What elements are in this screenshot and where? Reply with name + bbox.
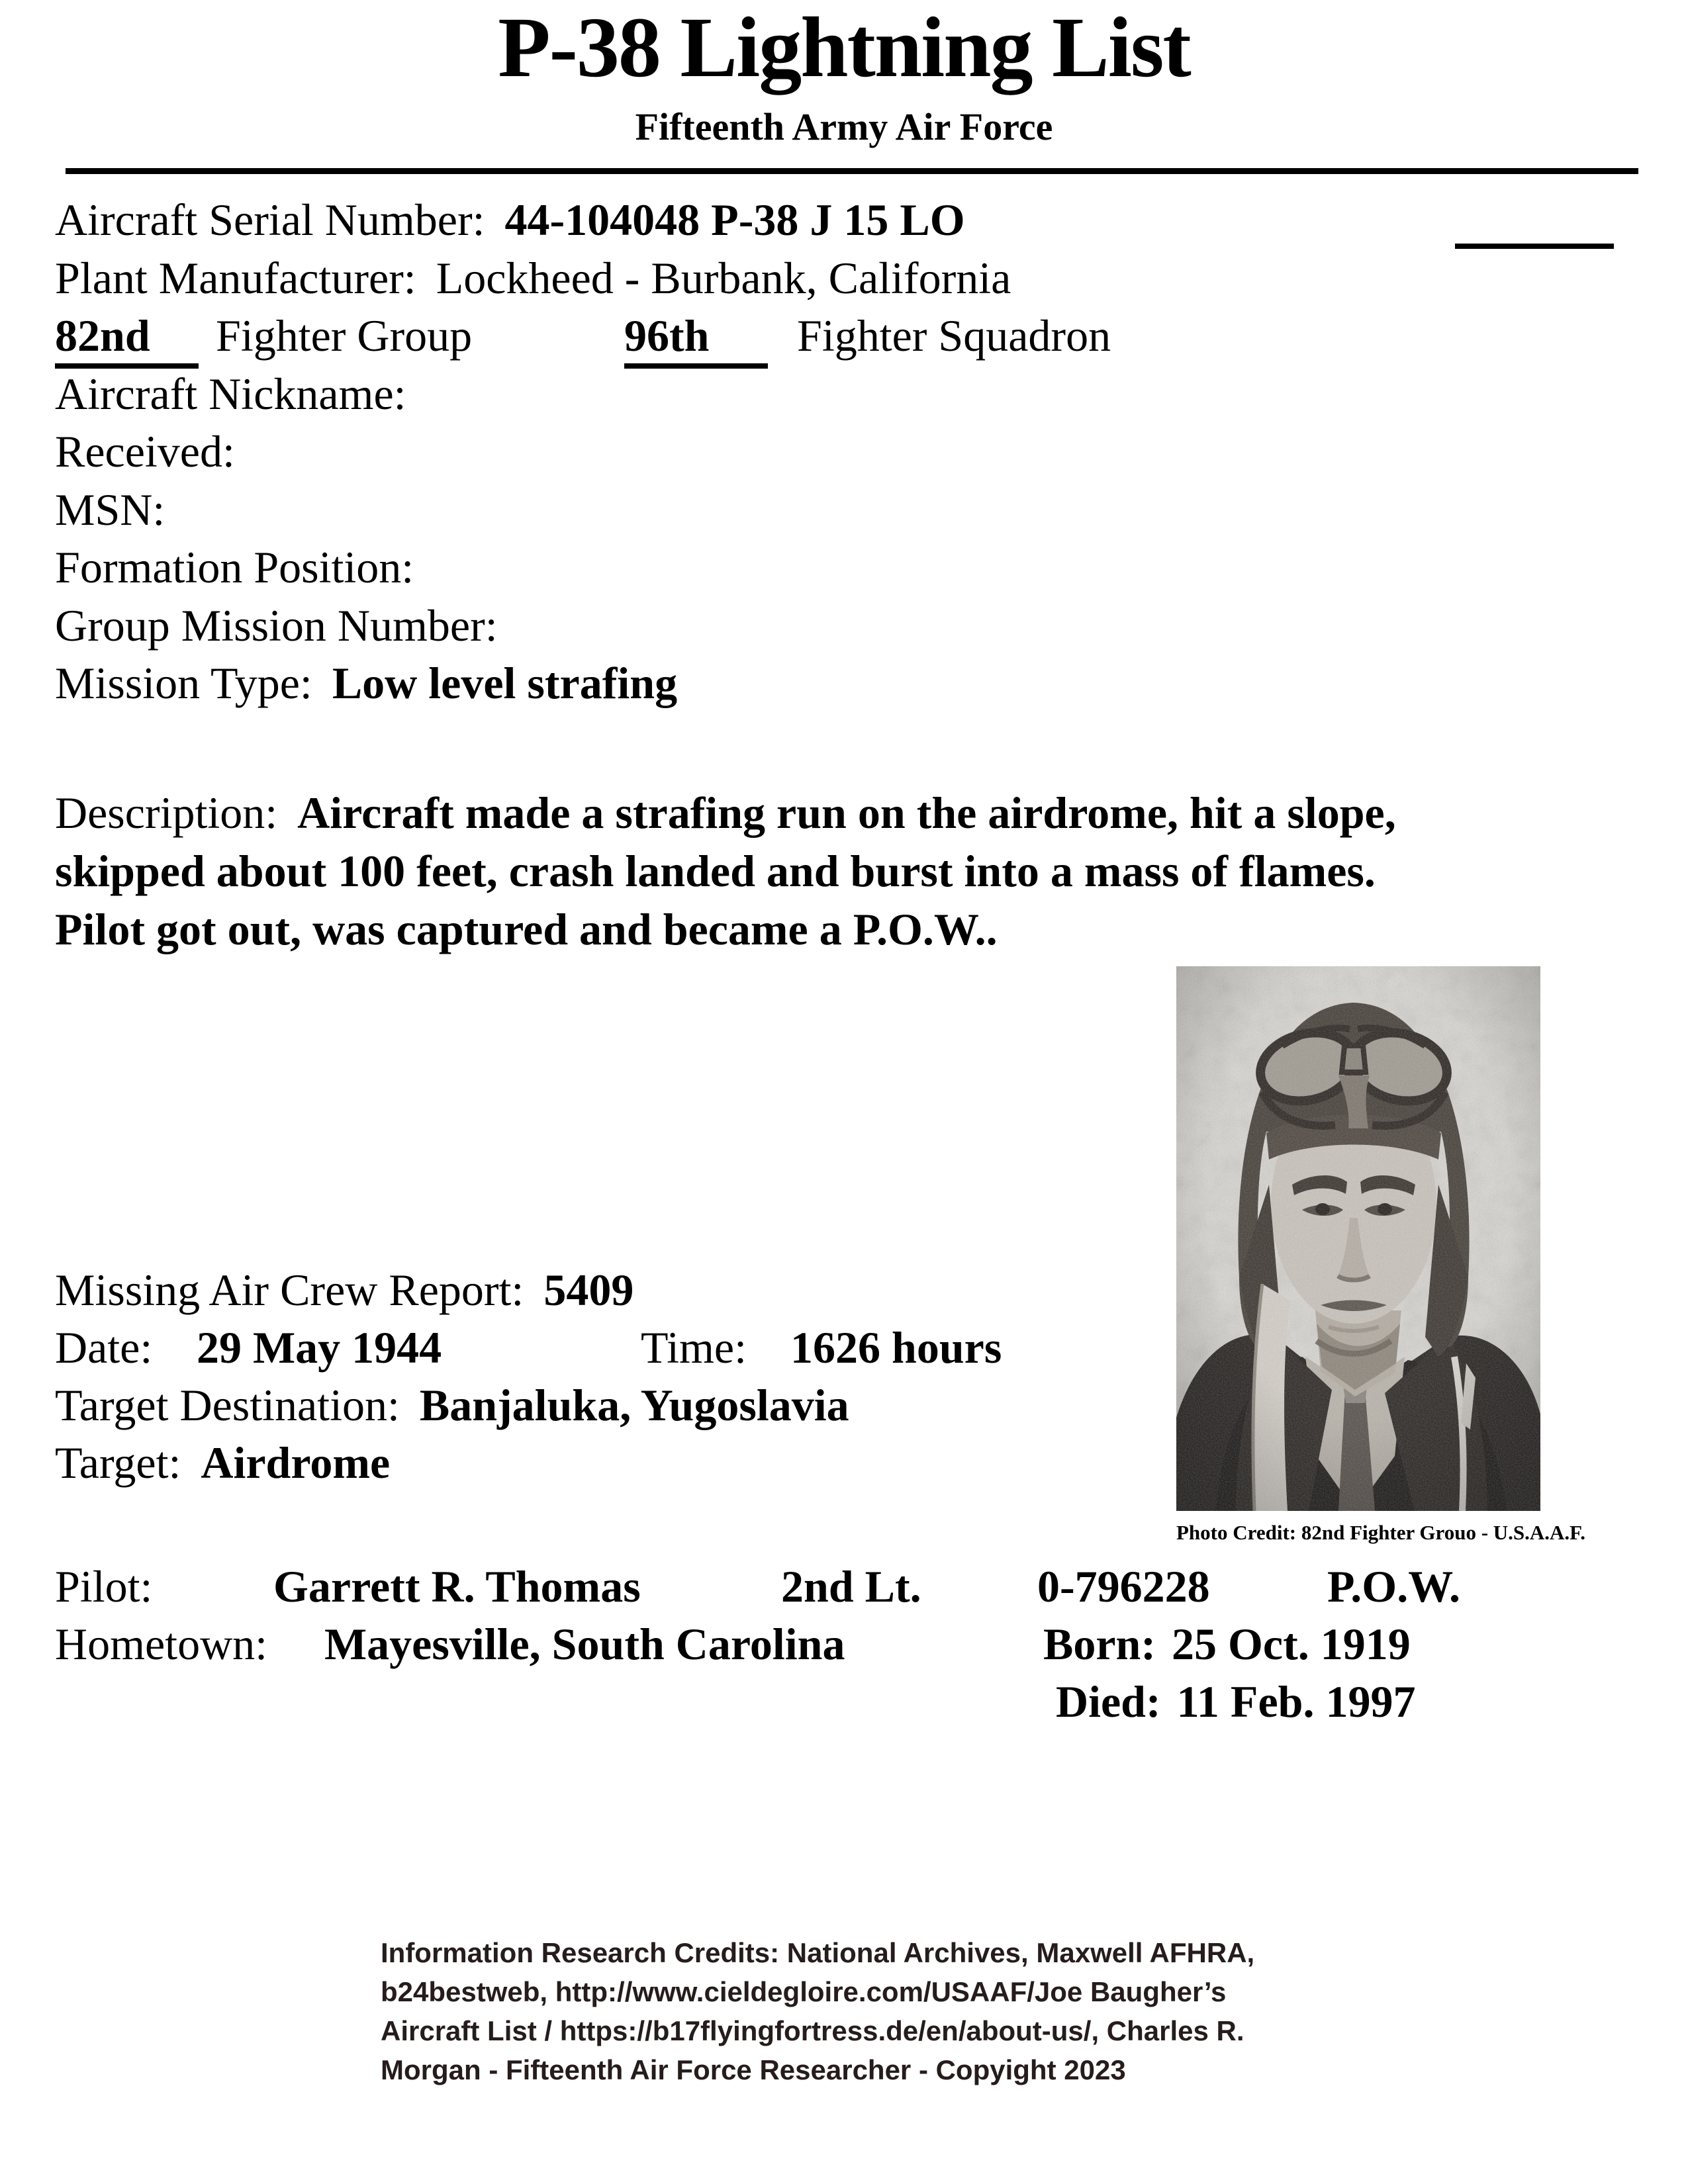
time-value: 1626 hours (790, 1322, 1002, 1373)
pilot-rank: 2nd Lt. (781, 1561, 921, 1612)
hometown-value: Mayesville, South Carolina (324, 1619, 845, 1669)
header-rule (66, 168, 1638, 174)
description-line-1 (55, 784, 1644, 842)
fighter-squadron-label: Fighter Squadron (797, 310, 1111, 361)
photo-credit: Photo Credit: 82nd Fighter Grouo - U.S.A.A.F. (1176, 1521, 1586, 1544)
field-mission-type (55, 654, 677, 712)
description-text-2: skipped about 100 feet, crash landed and burst into a mass of flames. (55, 846, 1376, 896)
died-value: 11 Feb. 1997 (1176, 1676, 1416, 1727)
mission-type-label: Mission Type: (55, 658, 312, 708)
field-aircraft-serial (55, 191, 965, 249)
footer-credits-line-1: Information Research Credits: National Archives, Maxwell AFHRA, (381, 1937, 1255, 1968)
died-label: Died: (1056, 1676, 1161, 1727)
aircraft-nickname-label: Aircraft Nickname: (55, 369, 406, 419)
target-destination-value: Banjaluka, Yugoslavia (419, 1380, 849, 1430)
description-label: Description: (55, 788, 278, 838)
fighter-group-value: 82nd (55, 310, 150, 361)
pilot-status: P.O.W. (1327, 1561, 1460, 1612)
born-group (1043, 1615, 1411, 1673)
born-value: 25 Oct. 1919 (1172, 1619, 1411, 1669)
aircraft-serial-label: Aircraft Serial Number: (55, 195, 485, 245)
pilot-serial: 0-796228 (1037, 1561, 1210, 1612)
pilot-portrait-photo (1176, 966, 1540, 1511)
field-received (55, 422, 255, 480)
hometown-label: Hometown: (55, 1619, 268, 1669)
died-group (1056, 1672, 1415, 1731)
field-plant-manufacturer (55, 249, 1011, 307)
footer-credits (381, 1933, 1254, 2089)
field-died (55, 1672, 1644, 1731)
field-pilot (55, 1557, 1644, 1615)
field-group-squadron (55, 306, 1379, 365)
born-label: Born: (1043, 1619, 1156, 1669)
group-mission-number-label: Group Mission Number: (55, 600, 498, 651)
received-label: Received: (55, 426, 235, 477)
pilot-portrait-illustration (1176, 966, 1540, 1511)
target-label: Target: (55, 1437, 181, 1488)
formation-position-label: Formation Position: (55, 542, 414, 592)
field-formation-position (55, 538, 434, 596)
plant-manufacturer-value: Lockheed - Burbank, California (436, 253, 1011, 303)
field-aircraft-nickname (55, 365, 426, 423)
footer-credits-line-2: b24bestweb, http://www.cieldegloire.com/USAAF/Joe Baugher’s (381, 1976, 1227, 2007)
description-block (55, 784, 1644, 958)
description-text-3: Pilot got out, was captured and became a P.O.W.. (55, 904, 998, 954)
page-subtitle: Fifteenth Army Air Force (635, 105, 1053, 148)
fighter-group-label: Fighter Group (216, 310, 473, 361)
field-date-time (55, 1318, 1379, 1377)
macr-label: Missing Air Crew Report: (55, 1265, 524, 1315)
field-hometown-born (55, 1615, 1644, 1673)
field-target-destination (55, 1376, 849, 1434)
serial-blank-line (1455, 244, 1614, 249)
msn-label: MSN: (55, 484, 165, 535)
description-text-1: Aircraft made a strafing run on the airdrome, hit a slope, (297, 788, 1396, 838)
field-target (55, 1433, 390, 1492)
pilot-label: Pilot: (55, 1561, 153, 1612)
squadron-underline (624, 363, 768, 369)
time-label: Time: (641, 1322, 747, 1373)
target-destination-label: Target Destination: (55, 1380, 400, 1430)
macr-value: 5409 (543, 1265, 634, 1315)
field-group-mission-number (55, 596, 518, 655)
date-label: Date: (55, 1322, 153, 1373)
aircraft-serial-value: 44-104048 P-38 J 15 LO (504, 195, 965, 245)
page-title: P-38 Lightning List (498, 0, 1190, 95)
target-value: Airdrome (201, 1437, 391, 1488)
mission-type-value: Low level strafing (332, 658, 678, 708)
footer-credits-line-3: Aircraft List / https://b17flyingfortress.de/en/about-us/, Charles R. (381, 2015, 1244, 2046)
field-macr (55, 1261, 633, 1319)
plant-manufacturer-label: Plant Manufacturer: (55, 253, 416, 303)
footer-credits-line-4: Morgan - Fifteenth Air Force Researcher - Copyight 2023 (381, 2054, 1126, 2085)
field-msn (55, 480, 185, 539)
date-value: 29 May 1944 (197, 1322, 442, 1373)
fighter-squadron-value: 96th (624, 310, 710, 361)
pilot-name: Garrett R. Thomas (273, 1561, 641, 1612)
